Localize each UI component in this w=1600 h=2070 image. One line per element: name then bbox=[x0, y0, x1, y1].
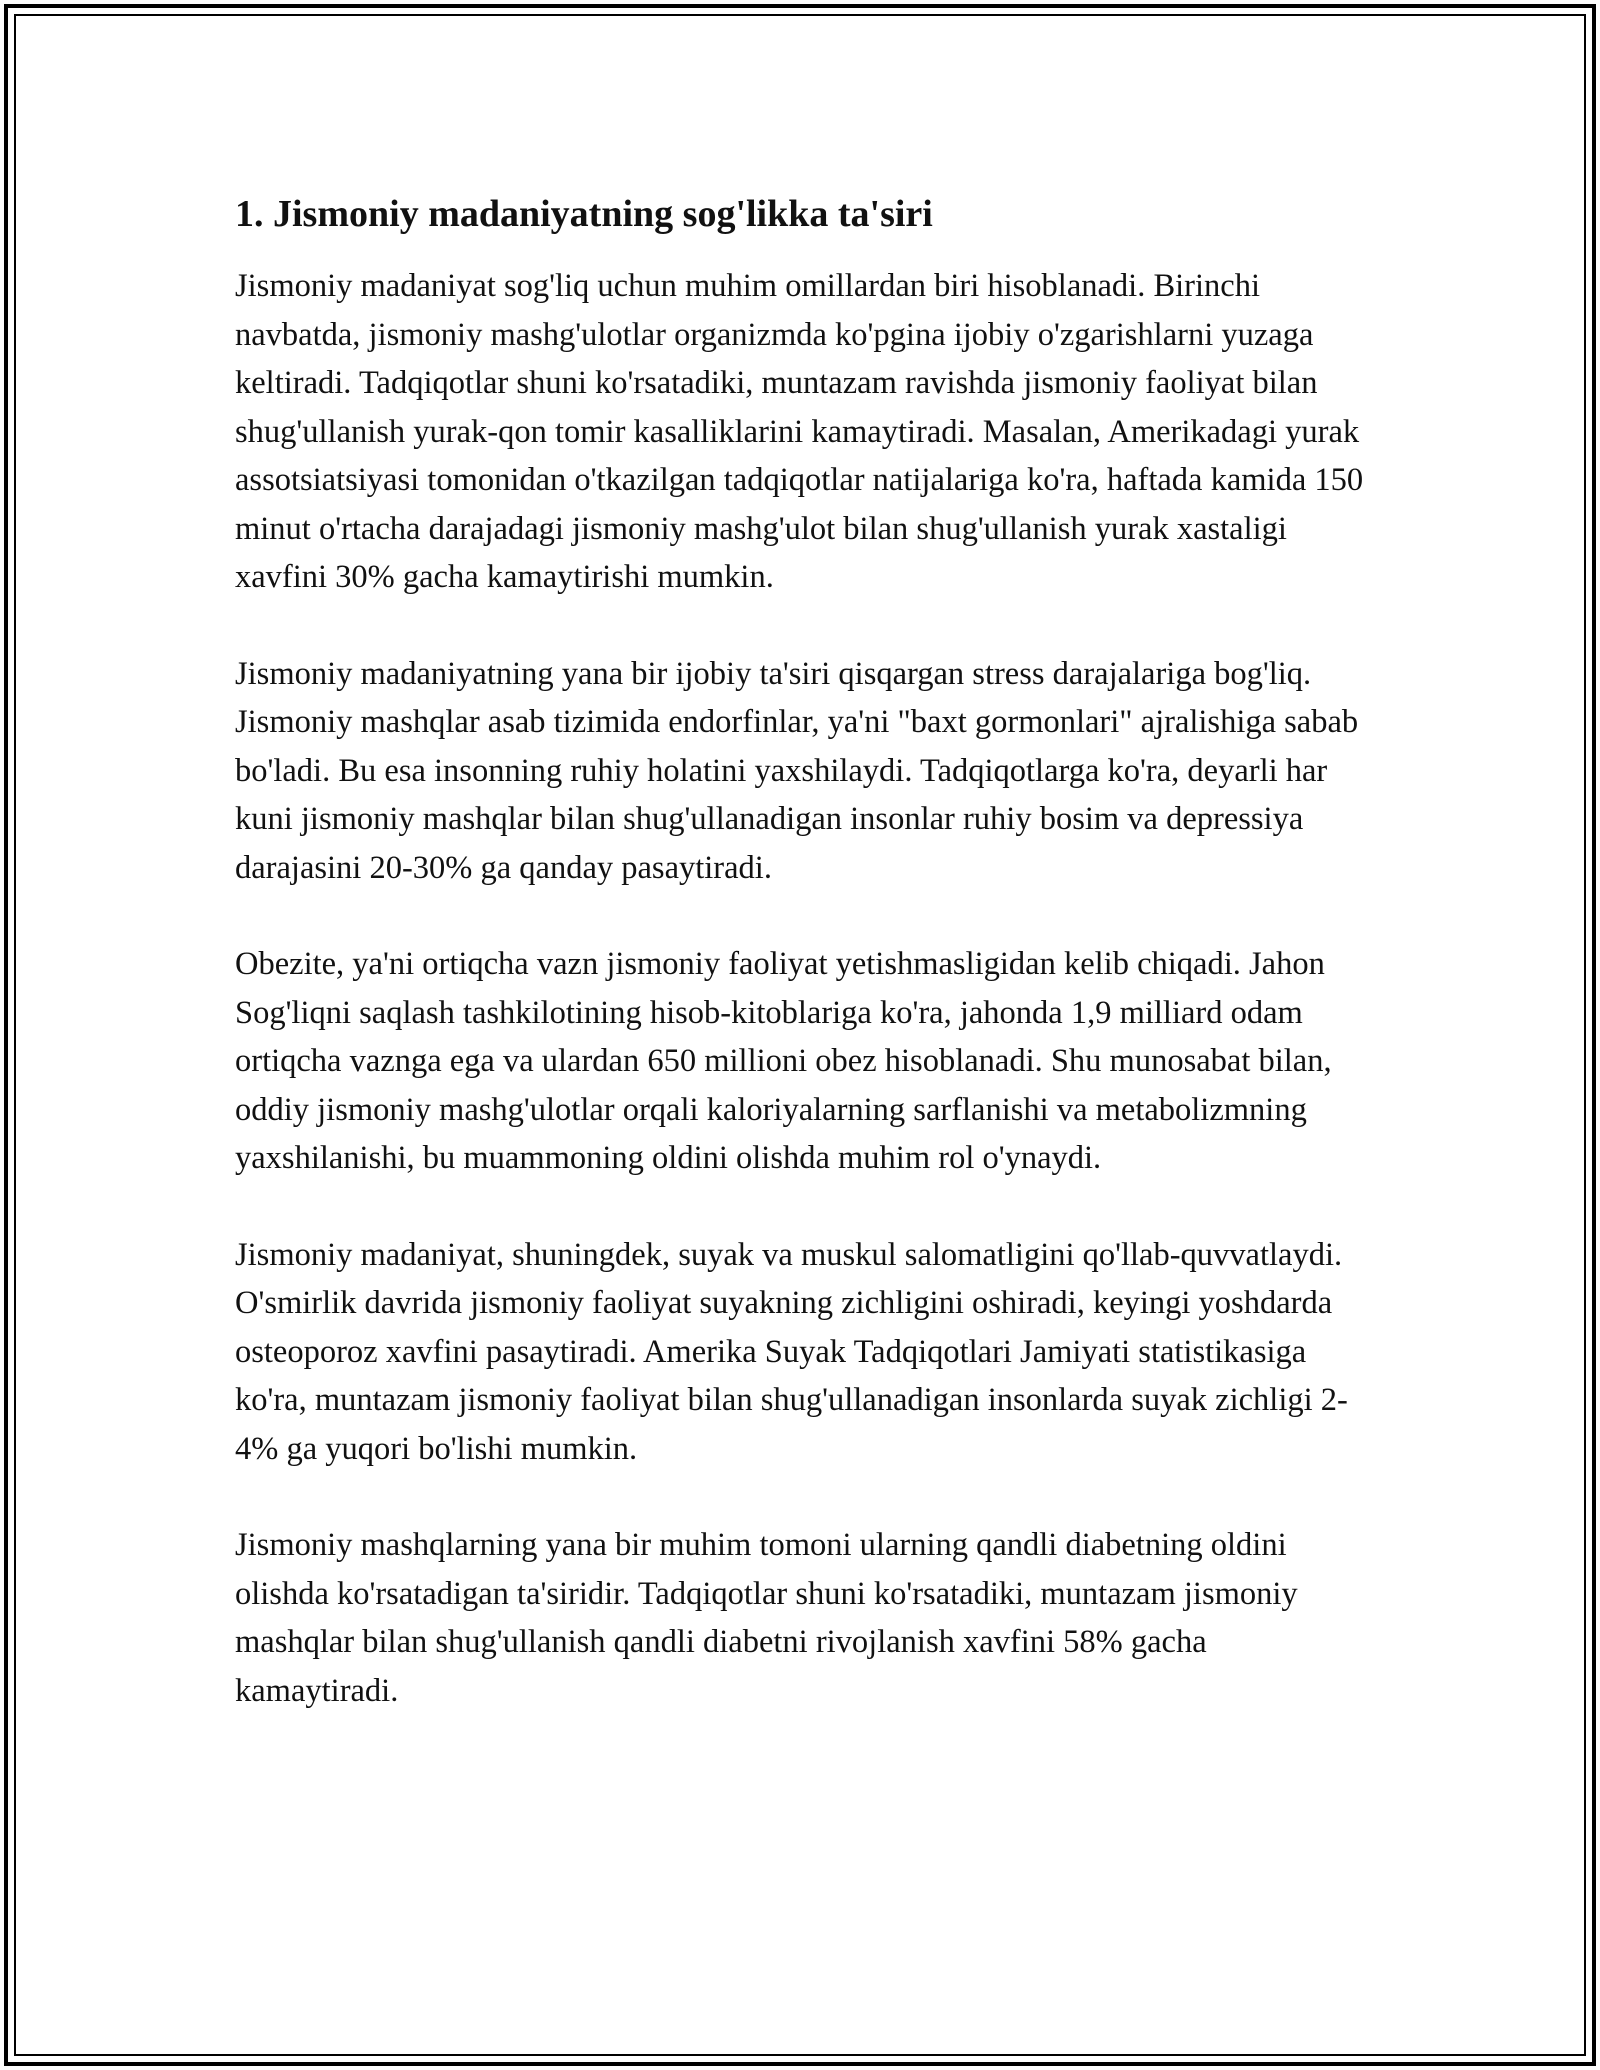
paragraph-stress: Jismoniy madaniyatning yana bir ijobiy ta'siri qisqargan stress darajalariga bog'liq. Jismoniy mashqlar asab tizimida endorfinlar, ya'ni "baxt gormonlari" ajralishiga sabab bo'ladi. Bu esa insonning ruhiy holatini yaxshilaydi. Tadqiqotlarga ko'ra, deyarli har kuni jismoniy mashqlar bilan shug'ullanadigan insonlar ruhiy bosim va depressiya darajasini 20-30% ga qanday pasaytiradi. bbox=[235, 655, 1359, 886]
paragraph-diabetes: Jismoniy mashqlarning yana bir muhim tomoni ularning qandli diabetning oldini olishda ko'rsatadigan ta'siridir. Tadqiqotlar shuni ko'rsatadiki, muntazam jismoniy mashqlar bilan shug'ullanish qandli diabetni rivojlanish xavfini 58% gacha kamaytiradi. bbox=[235, 1527, 1298, 1709]
section-heading: 1. Jismoniy madaniyatning sog'likka ta'siri bbox=[235, 193, 933, 235]
paragraph-bone-health: Jismoniy madaniyat, shuningdek, suyak va muskul salomatligini qo'llab-quvvatlaydi. O'smirlik davrida jismoniy faoliyat suyakning zichligini oshiradi, keyingi yoshdarda osteoporoz xavfini pasaytiradi. Amerika Suyak Tadqiqotlari Jamiyati statistikasiga ko'ra, muntazam jismoniy faoliyat bilan shug'ullanadigan insonlarda suyak zichligi 2-4% ga yuqori bo'lishi mumkin. bbox=[235, 1236, 1348, 1467]
document-body bbox=[235, 188, 1365, 1715]
paragraph-obesity: Obezite, ya'ni ortiqcha vazn jismoniy faoliyat yetishmasligidan kelib chiqadi. Jahon Sog'liqni saqlash tashkilotining hisob-kitoblariga ko'ra, jahonda 1,9 milliard odam ortiqcha vaznga ega va ulardan 650 millioni obez hisoblanadi. Shu munosabat bilan, oddiy jismoniy mashg'ulotlar orqali kaloriyalarning sarflanishi va metabolizmning yaxshilanishi, bu muammoning oldini olishda muhim rol o'ynaydi. bbox=[235, 946, 1332, 1176]
paragraph-heart-health: Jismoniy madaniyat sog'liq uchun muhim omillardan biri hisoblanadi. Birinchi navbatda, jismoniy mashg'ulotlar organizmda ko'pgina ijobiy o'zgarishlarni yuzaga keltiradi. Tadqiqotlar shuni ko'rsatadiki, muntazam ravishda jismoniy faoliyat bilan shug'ullanish yurak-qon tomir kasalliklarini kamaytiradi. Masalan, Amerikadagi yurak assotsiatsiyasi tomonidan o'tkazilgan tadqiqotlar natijalariga ko'ra, haftada kamida 150 minut o'rtacha darajadagi jismoniy mashg'ulot bilan shug'ullanish yurak xastaligi xavfini 30% gacha kamaytirishi mumkin. bbox=[235, 268, 1364, 595]
